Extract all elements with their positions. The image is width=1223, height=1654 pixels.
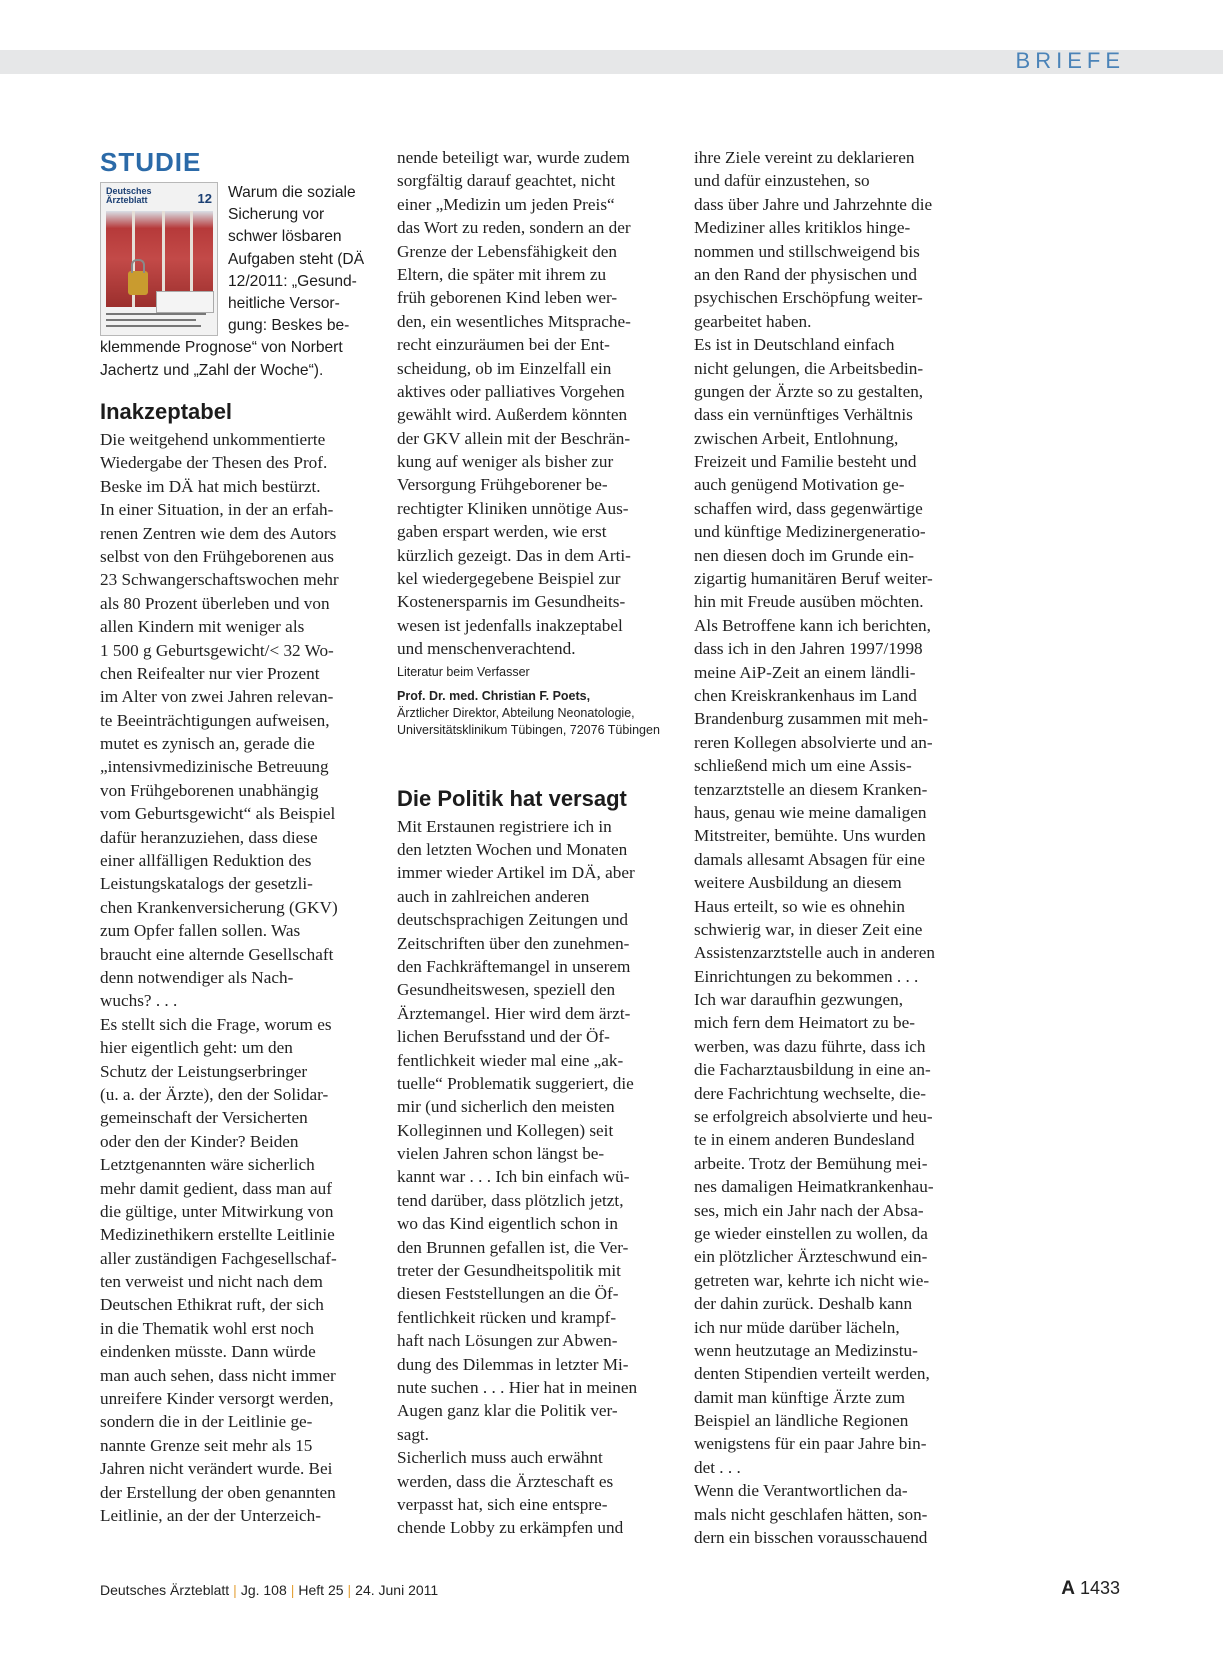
text-line: 1 500 g Geburtsgewicht/< 32 Wo- [100,640,334,660]
footer-volume: Jg. 108 [240,1582,287,1598]
text-line: ses, mich ein Jahr nach der Absa- [694,1200,924,1220]
text-line: Gesundheitswesen, speziell den [397,980,616,1000]
text-line: getreten war, kehrte ich nicht wie- [694,1270,930,1290]
text-line: oder den der Kinder? Beiden [100,1131,299,1151]
letter-1-author [397,688,672,739]
text-line: wo das Kind eigentlich schon in [397,1214,619,1234]
text-line: renen Zentren wie dem des Autors [100,523,337,543]
text-line: immer wieder Artikel im DÄ, aber [397,863,635,883]
text-line: Jahren nicht verändert wurde. Bei [100,1459,333,1479]
text-line: „intensivmedizinische Betreuung [100,757,329,777]
text-line: Die weitgehend unkommentierte [100,430,326,449]
author-name: Prof. Dr. med. Christian F. Poets, [397,688,591,703]
text-line: tenzarztstelle an diesem Kranken- [694,779,928,799]
text-line: kung auf weniger als bisher zur [397,452,614,472]
text-line: rechtigter Kliniken unnötige Aus- [397,498,629,518]
text-line: sagt. [397,1424,429,1444]
text-line: selbst von den Frühgeborenen aus [100,546,334,566]
text-line: heitliche Versor- [228,294,340,312]
text-line: schwierig war, in dieser Zeit eine [694,919,923,939]
text-line: fentlichkeit wieder mal eine „ak- [397,1050,624,1070]
text-line: wesen ist jedenfalls inakzeptabel [397,615,623,635]
kicker-label: STUDIE [100,147,202,177]
text-line: sorgfältig darauf geachtet, nicht [397,171,616,191]
text-line: schaffen wird, dass gegenwärtige [694,498,923,518]
text-line: Versorgung Frühgeborener be- [397,475,608,495]
text-line: Kostenersparnis im Gesundheits- [397,592,626,612]
text-line: schließend mich um eine Assis- [694,756,912,776]
text-line: Es ist in Deutschland einfach [694,335,895,355]
text-line: Mediziner alles kritiklos hinge- [694,218,911,238]
author-affiliation-line: Ärztlicher Direktor, Abteilung Neonatologie, [397,705,635,720]
text-line: verpasst hat, sich eine entspre- [397,1494,608,1514]
text-line: als 80 Prozent überleben und von [100,593,330,613]
text-line: kürzlich gezeigt. Das in dem Arti- [397,545,631,565]
text-line: mals nicht geschlafen hätten, son- [694,1504,928,1524]
text-line: den Fachkräftemangel in unserem [397,956,631,976]
text-line: ten verweist und nicht nach dem [100,1272,323,1292]
section-label: BRIEFE [1015,48,1125,73]
text-line: dern ein bisschen vorausschauend [694,1528,928,1548]
text-line: ich nur müde darüber lächeln, [694,1317,900,1337]
text-line: der GKV allein mit der Beschrän- [397,428,631,448]
text-line: Jachertz und „Zahl der Woche“). [100,361,324,379]
text-line: det . . . [694,1457,741,1477]
footer-journal: Deutsches Ärzteblatt [100,1582,230,1598]
thumbnail-issue: 12 [197,191,212,206]
text-line: denn notwendiger als Nach- [100,967,294,987]
page-prefix: A [1061,1578,1075,1599]
footer-date: 24. Juni 2011 [355,1582,439,1598]
text-line: gaben erspart werden, wie erst [397,522,607,542]
text-line: dass ich in den Jahren 1997/1998 [694,639,923,659]
text-line: meine AiP-Zeit an einem ländli- [694,662,916,682]
letter-1-body-continued [397,146,672,661]
text-line: reren Kollegen absolvierte und an- [694,732,933,752]
text-line: Beske im DÄ hat mich bestürzt. [100,476,321,496]
text-line: Eltern, die später mit ihrem zu [397,264,607,284]
text-line: hin mit Freude ausüben möchten. [694,592,924,612]
text-line: ge wieder einstellen zu wollen, da [694,1223,928,1243]
text-line: an den Rand der physischen und [694,264,917,284]
text-line: und künftige Medizinergeneratio- [694,522,926,542]
text-line: einer „Medizin um jeden Preis“ [397,194,615,214]
text-line: ein plötzlicher Ärzteschwund ein- [694,1247,928,1267]
text-line: werden, dass die Ärzteschaft es [397,1471,614,1491]
text-line: man auch sehen, dass nicht immer [100,1365,336,1385]
text-line: Aufgaben steht (DÄ [228,250,365,268]
text-line: nicht gelungen, die Arbeitsbedin- [694,358,924,378]
text-line: fentlichkeit rücken und krampf- [397,1307,617,1327]
text-line: Assistenzarztstelle auch in anderen [694,943,936,963]
text-line: und dafür einzustehen, so [694,171,870,191]
text-line: allen Kindern mit weniger als [100,617,305,637]
text-line: Ärztemangel. Hier wird dem ärzt- [397,1003,631,1023]
text-line: gewählt wird. Außerdem könnten [397,405,628,425]
text-line: chende Lobby zu erkämpfen und [397,1518,624,1538]
text-line: nute suchen . . . Hier hat in meinen [397,1377,638,1397]
text-line: Leitlinie, an der der Unterzeich- [100,1505,321,1525]
text-line: nen diesen doch im Grunde ein- [694,545,915,565]
page-number-value: 1433 [1079,1578,1120,1598]
text-line: Wenn die Verantwortlichen da- [694,1481,908,1501]
text-line: scheidung, ob im Einzelfall ein [397,358,612,378]
text-line: nommen und stillschweigend bis [694,241,920,261]
text-line: arbeite. Trotz der Bemühung mei- [694,1153,928,1173]
text-line: eindenken müsste. Dann würde [100,1342,316,1362]
text-line: ihre Ziele vereint zu deklarieren [694,148,915,167]
text-line: (u. a. der Ärzte), den der Solidar- [100,1084,329,1104]
text-line: Schutz der Leistungserbringer [100,1061,308,1081]
text-line: Es stellt sich die Frage, worum es [100,1014,332,1034]
text-line: schwer lösbaren [228,228,342,246]
text-line: nannte Grenze seit mehr als 15 [100,1435,313,1455]
text-line: der dahin zurück. Deshalb kann [694,1294,913,1314]
text-line: braucht eine alternde Gesellschaft [100,944,334,964]
text-line: Zeitschriften über den zunehmen- [397,933,630,953]
text-line: Kolleginnen und Kollegen) seit [397,1120,614,1140]
text-line: wenn heutzutage an Medizinstu- [694,1340,918,1360]
text-line: und menschenverachtend. [397,639,576,659]
text-line: diesen Feststellungen an die Öf- [397,1284,619,1304]
teaser-text [100,182,375,382]
text-line: klemmende Prognose“ von Norbert [100,339,343,357]
text-line: der Erstellung der oben genannten [100,1482,336,1502]
text-line: mehr damit gedient, dass man auf [100,1178,332,1198]
text-line: kannt war . . . Ich bin einfach wü- [397,1167,630,1187]
text-line: den Brunnen gefallen ist, die Ver- [397,1237,629,1257]
text-line: weitere Ausbildung an diesem [694,873,902,893]
text-line: 12/2011: „Gesund- [228,272,357,290]
text-line: damit man künftige Ärzte zum [694,1387,905,1407]
page-number [1061,1577,1120,1600]
text-line: Haus erteilt, so wie es ohnehin [694,896,905,916]
letter-1-body [100,428,375,1527]
text-line: zum Opfer fallen sollen. Was [100,921,301,941]
text-line: auch in zahlreichen anderen [397,886,590,906]
text-line: die gültige, unter Mitwirkung von [100,1201,334,1221]
text-line: auch genügend Motivation ge- [694,475,905,495]
letter-2-body [397,815,672,1540]
text-line: tend darüber, dass plötzlich jetzt, [397,1190,624,1210]
text-line: das Wort zu reden, sondern an der [397,218,631,238]
literature-note: Literatur beim Verfasser [397,664,530,679]
column-2 [397,146,672,1540]
text-line: Wiedergabe der Thesen des Prof. [100,453,328,473]
text-line: tuelle“ Problematik suggeriert, die [397,1073,634,1093]
text-line: Warum die soziale [228,184,356,201]
text-line: damals allesamt Absagen für eine [694,849,925,869]
text-line: gearbeitet haben. [694,311,812,331]
text-line: wenigstens für ein paar Jahre bin- [694,1434,927,1454]
thumbnail-title: Deutsches Ärzteblatt [106,186,152,205]
column-1 [100,146,375,1527]
text-line: Grenze der Lebensfähigkeit den [397,241,617,261]
text-line: dere Fachrichtung wechselte, die- [694,1083,926,1103]
text-line: zigartig humanitären Beruf weiter- [694,569,933,589]
teaser-block [100,182,375,382]
text-line: nende beteiligt war, wurde zudem [397,148,630,167]
column-3 [694,146,969,1549]
letter-2-headline: Die Politik hat versagt [397,785,627,811]
text-line: recht einzuräumen bei der Ent- [397,335,610,355]
text-line: aller zuständigen Fachgesellschaf- [100,1248,337,1268]
text-line: aktives oder palliatives Vorgehen [397,381,625,401]
text-line: Einrichtungen zu bekommen . . . [694,966,919,986]
text-line: mich fern dem Heimatort zu be- [694,1013,915,1033]
text-line: zwischen Arbeit, Entlohnung, [694,428,899,448]
text-line: den, ein wesentliches Mitsprache- [397,311,631,331]
text-line: denten Stipendien verteilt werden, [694,1364,930,1384]
text-line: dass ein vernünftiges Verhältnis [694,405,913,425]
text-line: 23 Schwangerschaftswochen mehr [100,570,339,590]
text-line: haft nach Lösungen zur Abwen- [397,1331,618,1351]
text-line: chen Kreiskrankenhaus im Land [694,685,917,705]
text-line: chen Krankenversicherung (GKV) [100,897,338,917]
text-line: mutet es zynisch an, gerade die [100,734,315,754]
text-line: nes damaligen Heimatkrankenhau- [694,1177,934,1197]
text-line: Als Betroffene kann ich berichten, [694,615,931,635]
text-line: lichen Berufsstand und der Öf- [397,1027,610,1047]
text-line: einer allfälligen Reduktion des [100,851,312,871]
text-line: Leistungskatalogs der gesetzli- [100,874,313,894]
text-line: In einer Situation, in der an erfah- [100,500,334,520]
text-line: von Frühgeborenen unabhängig [100,780,319,800]
text-line: unreifere Kinder versorgt werden, [100,1389,334,1409]
text-line: Mit Erstaunen registriere ich in [397,816,612,836]
text-line: te Beeinträchtigungen aufweisen, [100,710,330,730]
text-line: dung des Dilemmas in letzter Mi- [397,1354,629,1374]
text-line: Ich war daraufhin gezwungen, [694,990,904,1010]
text-line: haus, genau wie meine damaligen [694,802,927,822]
text-line: Medizinethikern erstellte Leitlinie [100,1225,335,1245]
text-line: sondern die in der Leitlinie ge- [100,1412,313,1432]
text-line: chen Reifealter nur vier Prozent [100,663,320,683]
text-line: Mitstreiter, bemühte. Uns wurden [694,826,926,846]
text-line: vielen Jahren schon längst be- [397,1144,605,1164]
text-line: hier eigentlich geht: um den [100,1038,293,1058]
text-line: gemeinschaft der Versicherten [100,1108,308,1128]
footer-issue: Heft 25 [298,1582,344,1598]
text-line: te in einem anderen Bundesland [694,1130,915,1150]
text-line: Sicherung vor [228,206,325,224]
text-line: Augen ganz klar die Politik ver- [397,1401,618,1421]
footer-citation: Deutsches Ärzteblatt | Jg. 108 | Heft 25 | 24. Juni 2011 [100,1582,439,1598]
text-line: dafür heranzuziehen, dass diese [100,827,318,847]
text-line: Sicherlich muss auch erwähnt [397,1448,603,1468]
text-line: werben, was dazu führte, dass ich [694,1036,926,1056]
author-affiliation-line: Universitätsklinikum Tübingen, 72076 Tübingen [397,722,660,737]
text-line: Beispiel an ländliche Regionen [694,1411,909,1431]
text-line: Deutschen Ethikrat ruft, der sich [100,1295,324,1315]
text-line: se erfolgreich absolvierte und heu- [694,1107,933,1127]
text-line: früh geborenen Kind leben wer- [397,288,618,308]
text-line: gungen der Ärzte so zu gestalten, [694,381,924,401]
text-line: in die Thematik wohl erst noch [100,1318,315,1338]
text-line: gung: Beskes be- [228,317,350,335]
text-line: dass über Jahre und Jahrzehnte die [694,194,933,214]
letter-2-body-continued [694,146,969,1549]
text-line: wuchs? . . . [100,991,178,1011]
text-line: treter der Gesundheitspolitik mit [397,1261,621,1281]
text-line: Brandenburg zusammen mit meh- [694,709,929,729]
text-line: im Alter von zwei Jahren relevan- [100,687,334,707]
text-line: kel wiedergegebene Beispiel zur [397,569,621,589]
letter-1-headline: Inakzeptabel [100,399,233,424]
text-line: den letzten Wochen und Monaten [397,839,628,859]
text-line: Freizeit und Familie besteht und [694,452,917,472]
text-line: psychischen Erschöpfung weiter- [694,288,923,308]
text-line: Letztgenannten wäre sicherlich [100,1155,315,1175]
text-line: die Facharztausbildung in eine an- [694,1060,931,1080]
text-line: vom Geburtsgewicht“ als Beispiel [100,804,336,824]
text-line: deutschsprachigen Zeitungen und [397,910,629,930]
text-line: mir (und sicherlich den meisten [397,1097,615,1117]
